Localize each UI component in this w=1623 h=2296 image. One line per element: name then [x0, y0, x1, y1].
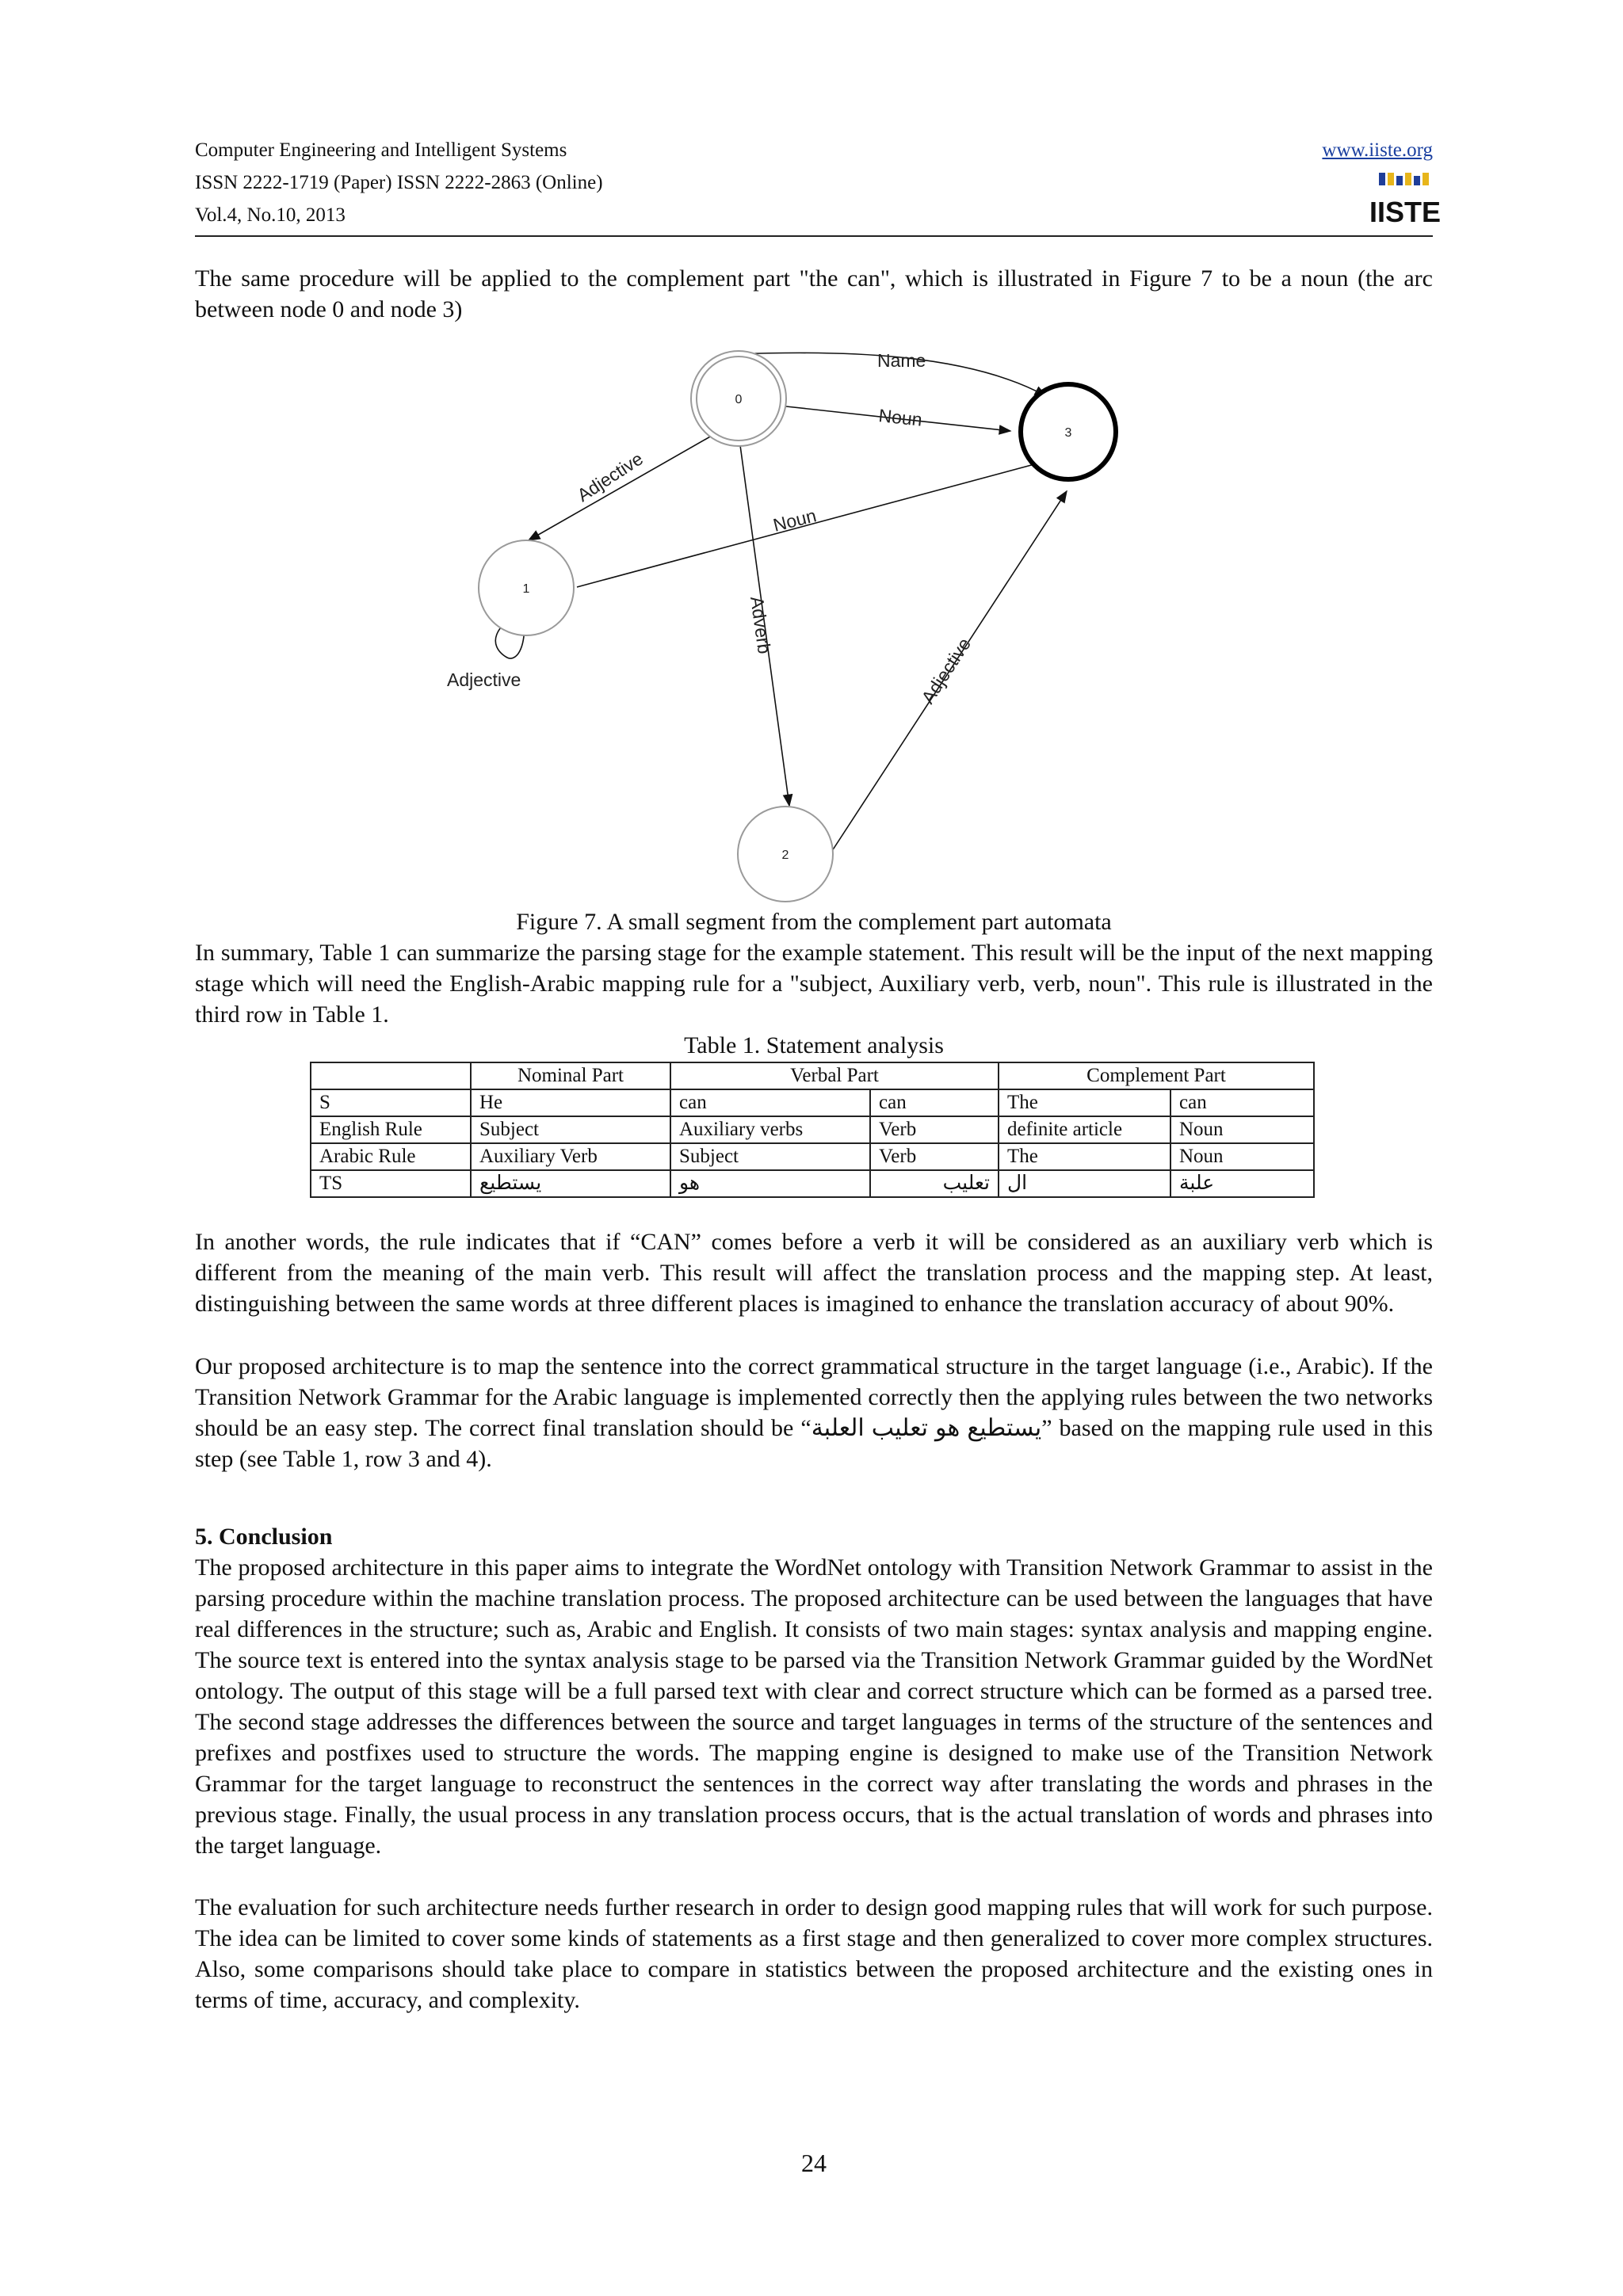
- label-adjective-0-1: Adjective: [573, 448, 647, 506]
- svg-text:3: 3: [1064, 426, 1072, 440]
- table-header-cell: [311, 1062, 471, 1089]
- label-adjective-loop-1: Adjective: [447, 669, 521, 690]
- page-number: 24: [801, 2149, 827, 2177]
- table-cell: The: [999, 1143, 1170, 1170]
- edge-adjective-0-1: [529, 420, 739, 540]
- table-cell: definite article: [999, 1116, 1170, 1143]
- table-cell: can: [870, 1089, 999, 1116]
- website-link[interactable]: www.iiste.org: [1322, 139, 1433, 161]
- issn-line: ISSN 2222-1719 (Paper) ISSN 2222-2863 (Online): [195, 172, 603, 193]
- figure-caption: Figure 7. A small segment from the complement part automata: [516, 909, 1112, 935]
- paragraph-architecture-text: Our proposed architecture is to map the sentence into the correct grammatical structure in the target language (i.e., Arabic). If the Transition Network Grammar for the Arabic language is implemented correctly then the applying rules between the two networks should be an easy step. The correct final translation should be “: [195, 1353, 1433, 1441]
- journal-name: Computer Engineering and Intelligent Systems: [195, 139, 567, 161]
- table-cell: Noun: [1170, 1116, 1314, 1143]
- section-heading-conclusion: 5. Conclusion: [195, 1524, 333, 1550]
- table-header-verbal: Verbal Part: [670, 1062, 999, 1089]
- statement-analysis-table: [310, 1062, 1315, 1198]
- table-row: [311, 1089, 1314, 1116]
- page-header: [195, 136, 1442, 239]
- table-cell-arabic: يستطيع: [471, 1170, 670, 1197]
- table-cell: Verb: [870, 1116, 999, 1143]
- table-cell: Noun: [1170, 1143, 1314, 1170]
- table-cell: The: [999, 1089, 1170, 1116]
- table-cell: He: [471, 1089, 670, 1116]
- paragraph-evaluation: The evaluation for such architecture needs further research in order to design good mapping rules that will work for such purpose. The idea can be limited to cover some kinds of statements as a first stage and then generalized to cover more complex structures. Also, some comparisons should take place to compare in statistics between the proposed architecture and the existing ones in terms of time, accuracy, and complexity.: [195, 1894, 1433, 2013]
- table-cell: Subject: [670, 1143, 870, 1170]
- node-1: [479, 540, 574, 635]
- table-cell: Subject: [471, 1116, 670, 1143]
- table-row: [311, 1170, 1314, 1197]
- table-header-complement: Complement Part: [999, 1062, 1314, 1089]
- volume-line: Vol.4, No.10, 2013: [195, 204, 346, 226]
- table-cell: Verb: [870, 1143, 999, 1170]
- table-row: [311, 1143, 1314, 1170]
- paragraph-intro: The same procedure will be applied to the complement part "the can", which is illustrated in Figure 7 to be a noun (the arc between node 0 and node 3): [195, 265, 1433, 322]
- table-cell: Arabic Rule: [311, 1143, 471, 1170]
- label-adverb-0-2: Adverb: [747, 595, 775, 655]
- svg-text:IISTE: IISTE: [1369, 196, 1442, 228]
- table-caption: Table 1. Statement analysis: [684, 1032, 944, 1058]
- arabic-translation-part1: يستطيع: [967, 1415, 1042, 1441]
- label-noun-1-3: Noun: [770, 505, 819, 536]
- iiste-logo: [1369, 170, 1442, 230]
- table-cell: English Rule: [311, 1116, 471, 1143]
- svg-text:2: 2: [781, 849, 789, 862]
- table-cell: can: [1170, 1089, 1314, 1116]
- automata-figure: [428, 341, 1173, 895]
- table-row: [311, 1116, 1314, 1143]
- paragraph-summary: In summary, Table 1 can summarize the parsing stage for the example statement. This result will be the input of the next mapping stage which will need the English-Arabic mapping rule for a "subject, Auxiliary verb, verb, noun". This rule is illustrated in the third row in Table 1.: [195, 940, 1433, 1028]
- label-adjective-2-3: Adjective: [917, 634, 976, 707]
- table-cell: Auxiliary Verb: [471, 1143, 670, 1170]
- table-cell-arabic: ال: [999, 1170, 1170, 1197]
- paragraph-architecture-end: ” based on the mapping rule used in this step (see Table 1, row 3 and 4).: [195, 1415, 1433, 1472]
- table-cell: S: [311, 1089, 471, 1116]
- header-rule: [195, 235, 1433, 237]
- paragraph-conclusion: The proposed architecture in this paper aims to integrate the WordNet ontology with Transition Network Grammar to assist in the parsing procedure within the machine translation process. The proposed architecture can be used between the languages that have real differences in the structure; such as, Arabic and English. It consists of two main stages: syntax analysis and mapping engine. The source text is entered into the syntax analysis stage to be parsed via the Transition Network Grammar guided by the WordNet ontology. The output of this stage will be a full parsed text with clear and correct structure which can be formed as a parsed tree. The second stage addresses the differences between the source and target languages in terms of the structure of the sentences and prefixes and postfixes used to structure the words. The mapping engine is designed to make use of the Transition Network Grammar for the target language to reconstruct the sentences in the correct way after translating the words and phrases in the previous stage. Finally, the usual process in any translation process occurs, that is the actual translation of words and phrases into the target language.: [195, 1554, 1433, 1859]
- label-noun-0-3: Noun: [877, 405, 923, 430]
- table-cell-arabic: تعليب: [870, 1170, 999, 1197]
- table-header-row: [311, 1062, 1314, 1089]
- node-0: [691, 351, 786, 446]
- svg-text:0: 0: [735, 393, 743, 406]
- node-3-final: [1021, 384, 1116, 479]
- table-cell-arabic: هو: [670, 1170, 870, 1197]
- table-cell: Auxiliary verbs: [670, 1116, 870, 1143]
- arabic-translation-part2: هو تعليب العلبة: [811, 1415, 960, 1441]
- label-name-0-3: Name: [877, 350, 926, 371]
- svg-text:1: 1: [522, 582, 530, 596]
- table-header-nominal: Nominal Part: [471, 1062, 670, 1089]
- table-cell: can: [670, 1089, 870, 1116]
- table-cell-arabic: علبة: [1170, 1170, 1314, 1197]
- paragraph-rule-explanation: In another words, the rule indicates that if “CAN” comes before a verb it will be considered as an auxiliary verb which is different from the meaning of the main verb. This result will affect the translation process and the mapping step. At least, distinguishing between the same words at three different places is imagined to enhance the translation accuracy of about 90%.: [195, 1229, 1433, 1317]
- table-cell: TS: [311, 1170, 471, 1197]
- paragraph-architecture: [195, 1351, 1433, 1474]
- node-2: [738, 807, 833, 902]
